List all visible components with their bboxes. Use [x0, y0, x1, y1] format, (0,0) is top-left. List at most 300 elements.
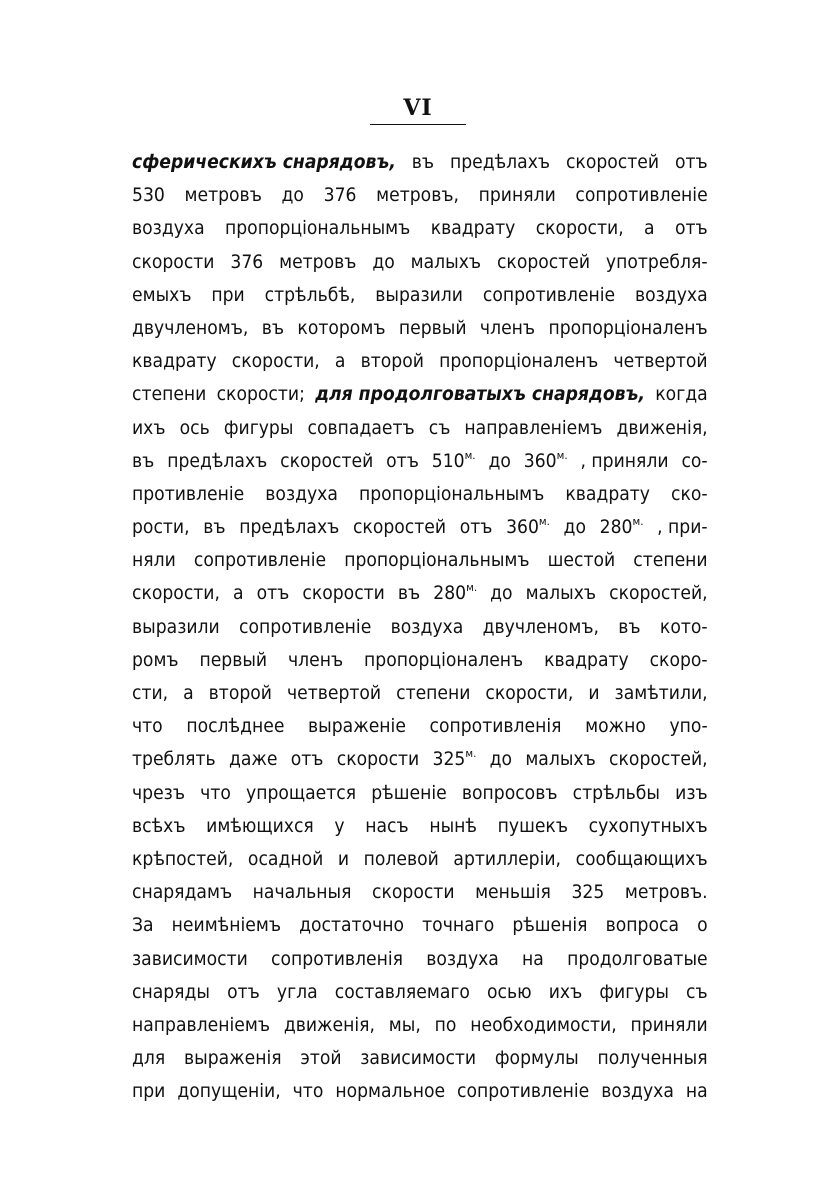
word: [544, 644, 629, 677]
word-text: второй: [208, 683, 272, 704]
word: [460, 511, 493, 544]
word: [396, 677, 470, 710]
word-text: отъ: [674, 152, 708, 173]
word-text: ромъ: [132, 649, 179, 671]
word: [498, 810, 568, 843]
word: [353, 511, 446, 544]
word-text: скорости;: [216, 384, 305, 406]
word-text: а: [233, 583, 244, 605]
word-text: малыхъ: [410, 251, 482, 273]
word-text: скоростей: [280, 450, 374, 472]
word: [548, 312, 707, 345]
word-text: на: [522, 948, 544, 970]
word: [365, 810, 408, 843]
word: [300, 1042, 341, 1075]
word: [411, 246, 481, 279]
word-text: въ: [132, 450, 155, 472]
word: [506, 511, 550, 544]
text-line: [132, 1042, 708, 1075]
word-text: воздуха: [265, 483, 338, 505]
word-text: а: [334, 351, 346, 373]
word-text: отъ: [674, 218, 708, 240]
word: [576, 843, 708, 876]
word: [183, 677, 194, 710]
word: [686, 976, 708, 1009]
word: [359, 478, 544, 511]
word-text: скоростей,: [609, 583, 708, 605]
word-text: 360: [523, 450, 557, 472]
word: [567, 943, 708, 976]
word: [265, 279, 356, 312]
word: [132, 212, 205, 245]
word-text: воздуха: [132, 218, 205, 240]
word-text: вопроса: [605, 915, 679, 937]
word-text: выраженія: [183, 1048, 282, 1070]
word-text: отъ: [256, 583, 290, 605]
word: [230, 246, 263, 279]
word: [697, 909, 708, 942]
word: [167, 445, 267, 478]
word-text: четвертой: [613, 351, 708, 373]
word-text: скоростей,: [609, 749, 708, 771]
word-text: артиллеріи,: [453, 848, 562, 870]
word: [299, 909, 404, 942]
word-text: скоростей: [352, 517, 447, 539]
word: [302, 577, 384, 610]
word: [177, 1075, 280, 1108]
word-text: движенія,: [283, 1014, 375, 1036]
word: [399, 312, 467, 345]
word: [277, 976, 318, 1009]
word-text: допущеніи,: [177, 1081, 281, 1103]
word-text: членъ: [287, 649, 344, 671]
word: [386, 445, 419, 478]
word-text: полученныя: [597, 1048, 708, 1070]
word-text: пропорціоналенъ: [364, 649, 524, 671]
word: [200, 777, 231, 810]
italic-word: [315, 378, 645, 411]
text-line: [132, 412, 708, 445]
word-text: малыхъ: [525, 749, 596, 771]
word: [432, 445, 476, 478]
word: [433, 743, 477, 776]
word: [671, 478, 708, 511]
word-text: вопросовъ: [461, 782, 558, 804]
text-line: [132, 943, 708, 976]
word: [132, 976, 210, 1009]
word-text: ихъ: [548, 981, 583, 1003]
word: [180, 412, 210, 445]
text-line: [132, 710, 708, 743]
word-text: 376: [323, 185, 357, 207]
word: [194, 544, 326, 577]
word: [475, 876, 551, 909]
word-text: сти,: [132, 683, 169, 704]
word-text: фигуры: [599, 981, 669, 1003]
word-text: и: [588, 683, 600, 704]
word-text: четвертой: [286, 683, 382, 704]
word-text: скорости: [132, 251, 215, 273]
word-text: снаряды: [132, 981, 211, 1003]
word-text: и: [337, 848, 350, 870]
word-text: двучленомъ,: [132, 317, 249, 339]
word-text: снарядамъ: [132, 882, 233, 904]
word-text: скорости,: [535, 218, 624, 240]
word-text: скорости: [336, 749, 420, 771]
word-text: степени: [633, 550, 708, 572]
word-text: отъ: [290, 749, 324, 771]
text-line: [132, 843, 708, 876]
word-text: воздуха: [426, 948, 499, 970]
word-text: полевой: [363, 848, 439, 870]
word-text: въ: [397, 583, 421, 605]
word: [497, 246, 590, 279]
word-text: степени: [396, 683, 471, 704]
word-text: малыхъ: [525, 583, 597, 605]
word-text: метровъ: [184, 185, 262, 207]
word-text: сухопутныхъ: [588, 815, 708, 837]
word-text: квадрату: [565, 483, 650, 505]
word: [609, 577, 708, 610]
word: [132, 345, 217, 378]
word-text: первый: [199, 649, 268, 671]
word-text: За: [132, 915, 154, 937]
word: [372, 246, 394, 279]
word-text: сопротивленіе: [482, 284, 616, 306]
word: [132, 611, 220, 644]
word: [199, 644, 267, 677]
word-text: треблять: [132, 749, 216, 771]
word-text: пропорціоналенъ: [439, 351, 599, 373]
word: [430, 710, 562, 743]
word-text: до: [281, 185, 304, 207]
word-text: шестой: [547, 550, 616, 572]
word-text: 280: [599, 517, 633, 539]
word: [338, 843, 349, 876]
word: [617, 412, 708, 445]
word-text: можно: [585, 716, 646, 738]
word-text: скорости,: [132, 583, 220, 605]
word: [185, 179, 262, 212]
word: [389, 1009, 421, 1042]
header-rule: [370, 124, 466, 125]
word-text: составляемаго: [334, 981, 470, 1003]
word: [186, 710, 284, 743]
word: [490, 743, 512, 776]
page-number: VI: [403, 95, 433, 121]
word: [571, 876, 604, 909]
word-text: ихъ: [132, 417, 166, 439]
text-line: [132, 976, 708, 1009]
word-text: для продолговатыхъ снарядовъ,: [315, 384, 646, 406]
word: [291, 743, 324, 776]
word: [422, 909, 494, 942]
word-text: 510: [431, 450, 465, 472]
text-line: [132, 644, 708, 677]
word: [564, 511, 586, 544]
word: [601, 1075, 674, 1108]
word-text: пропорціональнымъ: [358, 483, 545, 505]
word-text: до: [372, 251, 395, 273]
word: [566, 146, 659, 179]
word-text: отъ: [227, 981, 260, 1003]
word: [279, 246, 356, 279]
word-text: движенія,: [616, 417, 708, 439]
word-text: выраженіе: [308, 716, 406, 738]
word-text: употребля-: [605, 251, 708, 273]
word-text: предѣлахъ: [239, 517, 340, 539]
word-text: противленіе: [132, 483, 245, 505]
word-text: 360: [506, 517, 539, 539]
word: [132, 378, 206, 411]
word: [282, 179, 304, 212]
word-text: чрезъ: [132, 782, 185, 804]
word-text: 325: [571, 882, 605, 904]
text-line: [132, 743, 708, 776]
unit-superscript: м.: [464, 448, 476, 462]
word: [650, 644, 708, 677]
word-text: при: [211, 284, 245, 306]
word: [450, 146, 550, 179]
word-text: у: [334, 815, 345, 837]
text-line: [132, 677, 708, 710]
word-text: направленіемъ: [132, 1014, 270, 1036]
word: [470, 1009, 616, 1042]
word-text: ско-: [671, 483, 708, 505]
word: [132, 777, 185, 810]
word-text: метровъ: [279, 251, 357, 273]
unit-superscript: м.: [632, 515, 644, 529]
word: [435, 1009, 457, 1042]
word-text: до: [489, 749, 513, 771]
word: [239, 611, 371, 644]
word: [462, 777, 558, 810]
word: [132, 1042, 165, 1075]
word-text: что: [292, 1081, 324, 1103]
word-text: этой: [300, 1048, 342, 1070]
word-text: приняли: [478, 185, 556, 207]
word: [487, 976, 532, 1009]
word: [412, 146, 434, 179]
word: [334, 810, 344, 843]
word-text: скоро-: [649, 649, 708, 671]
word: [132, 644, 179, 677]
word-text: меньшія: [475, 882, 551, 904]
word-text: замѣтили,: [614, 683, 708, 704]
word: [132, 445, 154, 478]
word-text: емыхъ: [132, 284, 192, 306]
word: [453, 843, 561, 876]
word-text: скорости,: [231, 351, 320, 373]
word: [227, 976, 260, 1009]
word: [337, 743, 419, 776]
word: [585, 710, 646, 743]
text-line: [132, 909, 708, 942]
word-text: пропорціональнымъ: [225, 218, 411, 240]
word: [217, 378, 305, 411]
word: [364, 843, 439, 876]
word: [184, 1042, 282, 1075]
word: [600, 511, 644, 544]
word: [526, 577, 596, 610]
word-text: выразили: [132, 616, 220, 638]
word-text: 280: [433, 583, 467, 605]
word: [335, 345, 346, 378]
word-text: начальныя: [252, 882, 352, 904]
word: [606, 246, 708, 279]
word-text: скоростей: [565, 152, 660, 173]
word-text: до: [563, 517, 586, 539]
word: [132, 246, 214, 279]
word-text: квадрату: [132, 351, 217, 373]
word-text: на: [685, 1081, 708, 1103]
word: [575, 179, 707, 212]
word: [308, 412, 415, 445]
word: [132, 876, 232, 909]
word-text: сопротивленія: [271, 948, 404, 970]
word-text: пропорціоналенъ: [548, 317, 708, 339]
word-text: метровъ.: [624, 882, 708, 904]
word: [132, 1009, 270, 1042]
body-text: [132, 146, 708, 1108]
word: [483, 279, 615, 312]
word-text: а: [644, 218, 655, 240]
word: [490, 577, 512, 610]
text-line: [132, 577, 708, 610]
word: [631, 1009, 708, 1042]
word: [132, 577, 220, 610]
word: [686, 1075, 708, 1108]
word-text: , приняли: [580, 450, 669, 472]
word-text: послѣднее: [186, 716, 285, 738]
word: [132, 677, 168, 710]
word-text: квадрату: [544, 649, 629, 671]
word: [549, 976, 583, 1009]
word-text: зависимости: [132, 948, 248, 970]
word: [457, 1075, 589, 1108]
word: [257, 577, 290, 610]
word: [480, 312, 535, 345]
word: [657, 511, 708, 544]
word-text: нормальное: [335, 1081, 446, 1103]
text-line: [132, 511, 708, 544]
word: [536, 212, 624, 245]
word: [398, 577, 420, 610]
word: [360, 1042, 476, 1075]
word-text: осью: [487, 981, 532, 1003]
word-text: второй: [360, 351, 424, 373]
word: [495, 1042, 579, 1075]
word-text: пушекъ: [497, 815, 568, 837]
word: [376, 179, 459, 212]
word: [660, 611, 708, 644]
text-line: [132, 345, 708, 378]
word: [132, 544, 176, 577]
word-text: сферическихъ снарядовъ,: [132, 152, 396, 173]
word-text: ось: [179, 417, 210, 439]
word-text: скорости,: [485, 683, 574, 704]
word: [262, 312, 284, 345]
word: [655, 378, 707, 411]
word: [675, 777, 707, 810]
word: [233, 577, 244, 610]
word: [488, 445, 510, 478]
word: [485, 677, 573, 710]
text-line: [132, 212, 708, 245]
word-text: сопротивленіе: [575, 185, 708, 207]
word-text: насъ: [365, 815, 409, 837]
word: [297, 312, 385, 345]
word: [364, 644, 523, 677]
word-text: 376: [230, 251, 264, 273]
text-line: [132, 544, 708, 577]
word-text: съ: [686, 981, 708, 1003]
word: [588, 677, 599, 710]
text-line: [132, 146, 708, 179]
word-text: воздуха: [601, 1081, 674, 1103]
text-line: [132, 1075, 708, 1108]
word: [308, 710, 406, 743]
word-text: имѣющихся: [206, 815, 314, 837]
word-text: предѣлахъ: [167, 450, 268, 472]
word-text: двучленомъ,: [482, 616, 599, 638]
word-text: когда: [655, 384, 708, 406]
word-text: до: [490, 583, 513, 605]
word-text: о: [697, 915, 708, 937]
word: [287, 677, 381, 710]
word: [239, 511, 339, 544]
word-text: сопротивленіе: [193, 550, 327, 572]
word: [361, 345, 424, 378]
word: [132, 412, 166, 445]
word-text: въ: [203, 517, 226, 539]
word: [209, 677, 272, 710]
word: [669, 710, 707, 743]
word: [675, 212, 708, 245]
word-text: въ: [411, 152, 435, 173]
word: [573, 777, 660, 810]
word-text: кото-: [659, 616, 708, 638]
word-text: сопротивленіе: [457, 1081, 590, 1103]
text-line: [132, 777, 708, 810]
word-text: рѣшеніе: [371, 782, 447, 804]
word-text: даже: [228, 749, 278, 771]
word: [565, 478, 650, 511]
word: [599, 976, 669, 1009]
word: [429, 810, 477, 843]
word-text: неимѣніемъ: [171, 915, 281, 937]
word-text: продолговатые: [567, 948, 708, 970]
word-text: достаточно: [299, 915, 405, 937]
word: [288, 644, 343, 677]
text-line: [132, 478, 708, 511]
word: [522, 943, 544, 976]
word-text: 325: [432, 749, 466, 771]
word-text: пропорціональнымъ: [344, 550, 530, 572]
word-text: направленіемъ: [464, 417, 603, 439]
text-line: [132, 1009, 708, 1042]
word-text: скорости: [302, 583, 385, 605]
word: [391, 611, 464, 644]
page-header: [370, 96, 466, 125]
word-text: крѣпостей,: [132, 848, 234, 870]
word-text: зависимости: [360, 1048, 477, 1070]
unit-superscript: м.: [466, 581, 478, 595]
word-text: всѣхъ: [132, 815, 186, 837]
word: [132, 843, 233, 876]
word-text: 530: [132, 185, 165, 207]
word-text: до: [488, 450, 511, 472]
